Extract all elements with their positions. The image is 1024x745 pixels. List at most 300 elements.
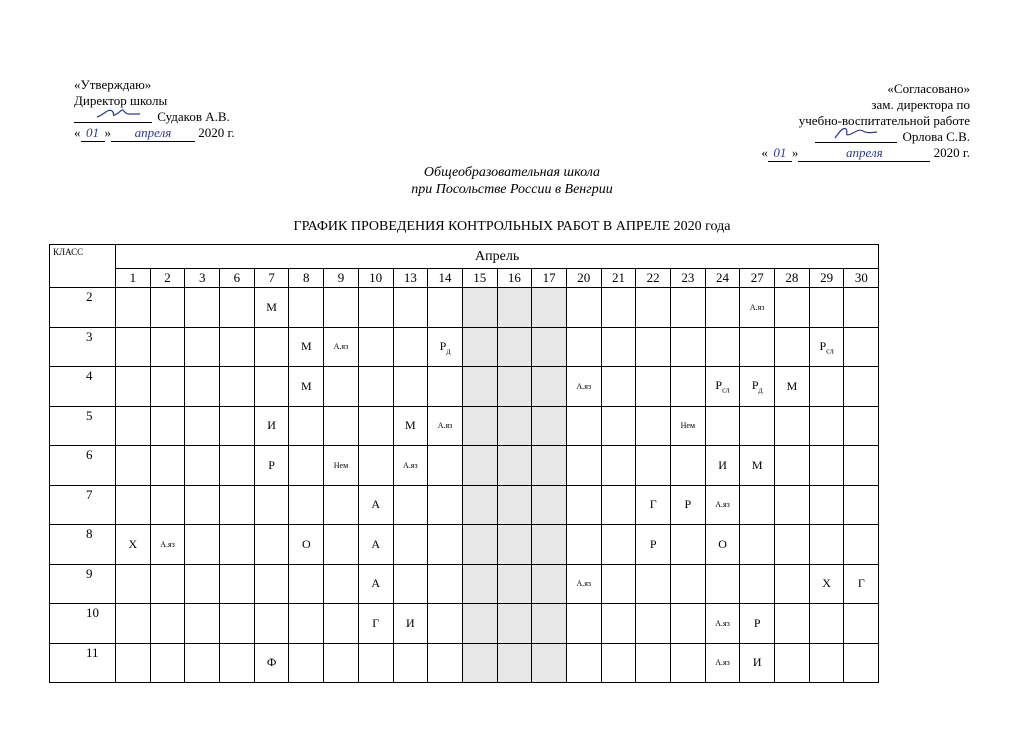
schedule-cell <box>150 446 185 486</box>
schedule-cell-filled: Р <box>254 446 289 486</box>
schedule-cell <box>497 485 532 525</box>
schedule-cell <box>462 288 497 328</box>
agreement-date: « 01 » апреля 2020 г. <box>761 145 970 160</box>
day-header: 2 <box>150 269 185 288</box>
agreement-signature-line <box>700 129 970 145</box>
schedule-cell-filled: Нем <box>671 406 706 446</box>
schedule-cell-filled: Г <box>844 564 879 604</box>
schedule-cell <box>185 643 220 683</box>
approval-role: Директор школы <box>74 93 168 108</box>
schedule-cell-filled: А <box>358 485 393 525</box>
schedule-cell <box>393 367 428 407</box>
approval-date-month: апреля <box>111 125 195 142</box>
schedule-cell <box>566 406 601 446</box>
schedule-cell <box>220 525 255 565</box>
schedule-cell <box>116 485 151 525</box>
schedule-cell-filled: А <box>358 525 393 565</box>
day-header: 10 <box>358 269 393 288</box>
schedule-cell <box>809 288 844 328</box>
schedule-cell <box>705 327 740 367</box>
day-header: 13 <box>393 269 428 288</box>
schedule-cell <box>532 564 567 604</box>
schedule-cell <box>220 288 255 328</box>
schedule-cell <box>254 327 289 367</box>
schedule-cell <box>497 327 532 367</box>
schedule-table <box>49 244 879 683</box>
schedule-cell <box>254 367 289 407</box>
schedule-cell <box>220 446 255 486</box>
schedule-cell <box>289 446 324 486</box>
schedule-cell <box>497 525 532 565</box>
schedule-cell <box>220 643 255 683</box>
schedule-cell <box>497 367 532 407</box>
schedule-cell <box>393 525 428 565</box>
schedule-cell <box>358 643 393 683</box>
schedule-cell <box>566 485 601 525</box>
schedule-cell-filled: А.яз <box>705 604 740 644</box>
schedule-cell <box>671 288 706 328</box>
schedule-cell-filled: Х <box>116 525 151 565</box>
schedule-cell <box>532 367 567 407</box>
schedule-cell <box>844 446 879 486</box>
subject-subscript: сл <box>722 385 730 395</box>
schedule-cell <box>532 604 567 644</box>
schedule-cell <box>462 485 497 525</box>
subject-code: Р <box>439 338 447 353</box>
class-column-header: КЛАСС <box>50 245 116 288</box>
schedule-cell <box>671 643 706 683</box>
class-row <box>50 525 879 565</box>
schedule-cell <box>220 327 255 367</box>
schedule-cell <box>497 604 532 644</box>
schedule-cell <box>324 604 359 644</box>
schedule-cell <box>150 604 185 644</box>
schedule-cell <box>671 446 706 486</box>
schedule-cell <box>462 564 497 604</box>
schedule-cell <box>116 406 151 446</box>
schedule-cell <box>775 406 810 446</box>
schedule-cell <box>393 643 428 683</box>
schedule-cell <box>462 406 497 446</box>
schedule-cell-filled: Х <box>809 564 844 604</box>
schedule-cell <box>220 485 255 525</box>
schedule-cell <box>775 288 810 328</box>
schedule-cell <box>809 643 844 683</box>
day-header: 29 <box>809 269 844 288</box>
schedule-cell <box>358 367 393 407</box>
schedule-cell <box>532 485 567 525</box>
schedule-cell <box>775 525 810 565</box>
day-header: 28 <box>775 269 810 288</box>
schedule-cell <box>462 327 497 367</box>
schedule-cell-filled: Ф <box>254 643 289 683</box>
schedule-cell <box>393 327 428 367</box>
document-title: ГРАФИК ПРОВЕДЕНИЯ КОНТРОЛЬНЫХ РАБОТ В АПРЕЛЕ 2020 года <box>293 219 731 234</box>
schedule-cell <box>740 564 775 604</box>
class-row <box>50 367 879 407</box>
schedule-cell <box>324 367 359 407</box>
schedule-cell <box>844 406 879 446</box>
schedule-cell <box>254 485 289 525</box>
agreement-role-line1: зам. директора по <box>871 97 970 112</box>
schedule-cell <box>116 643 151 683</box>
schedule-cell <box>289 288 324 328</box>
schedule-cell <box>809 406 844 446</box>
schedule-cell-filled: А.яз <box>428 406 463 446</box>
schedule-cell <box>809 525 844 565</box>
class-row <box>50 406 879 446</box>
class-row <box>50 604 879 644</box>
schedule-cell <box>601 327 636 367</box>
schedule-cell <box>150 367 185 407</box>
schedule-cell <box>185 327 220 367</box>
schedule-cell <box>289 604 324 644</box>
schedule-cell <box>185 288 220 328</box>
schedule-cell <box>671 604 706 644</box>
schedule-cell <box>428 604 463 644</box>
schedule-cell-filled: И <box>705 446 740 486</box>
schedule-cell <box>601 367 636 407</box>
schedule-cell <box>428 485 463 525</box>
schedule-cell <box>844 604 879 644</box>
day-header: 6 <box>220 269 255 288</box>
schedule-cell <box>428 564 463 604</box>
class-number: 9 <box>50 564 116 604</box>
schedule-cell <box>116 564 151 604</box>
schedule-cell <box>150 406 185 446</box>
schedule-cell-filled: А.яз <box>740 288 775 328</box>
schedule-cell-filled: А.яз <box>566 564 601 604</box>
director-name: Судаков А.В. <box>157 109 230 124</box>
day-header: 30 <box>844 269 879 288</box>
class-number: 3 <box>50 327 116 367</box>
schedule-cell <box>844 367 879 407</box>
schedule-cell <box>601 604 636 644</box>
schedule-cell-filled: Г <box>636 485 671 525</box>
schedule-cell <box>809 604 844 644</box>
subject-code: Р <box>819 338 827 353</box>
schedule-cell <box>289 643 324 683</box>
agreement-date-month: апреля <box>798 145 930 162</box>
schedule-cell <box>844 327 879 367</box>
schedule-cell <box>601 564 636 604</box>
schedule-cell-filled: Нем <box>324 446 359 486</box>
day-header: 20 <box>566 269 601 288</box>
schedule-cell-filled: М <box>254 288 289 328</box>
schedule-cell <box>601 643 636 683</box>
schedule-cell <box>844 643 879 683</box>
agreement-block <box>700 81 970 162</box>
schedule-cell <box>116 367 151 407</box>
schedule-cell-filled: М <box>775 367 810 407</box>
schedule-cell-filled: А.яз <box>566 367 601 407</box>
schedule-cell-filled: М <box>289 367 324 407</box>
school-name-line2: при Посольстве России в Венгрии <box>411 182 613 197</box>
approval-signature-line <box>74 109 274 125</box>
schedule-cell <box>428 525 463 565</box>
class-row <box>50 288 879 328</box>
schedule-cell <box>566 525 601 565</box>
day-header: 14 <box>428 269 463 288</box>
class-row <box>50 446 879 486</box>
schedule-cell <box>254 564 289 604</box>
schedule-cell <box>844 525 879 565</box>
class-number: 5 <box>50 406 116 446</box>
schedule-cell <box>289 485 324 525</box>
school-name-line1: Общеобразовательная школа <box>423 165 601 180</box>
schedule-cell <box>324 564 359 604</box>
schedule-cell-filled: М <box>740 446 775 486</box>
class-number: 8 <box>50 525 116 565</box>
schedule-cell <box>150 485 185 525</box>
day-header: 27 <box>740 269 775 288</box>
schedule-cell <box>844 485 879 525</box>
schedule-cell-filled: А.яз <box>324 327 359 367</box>
schedule-cell <box>809 367 844 407</box>
class-number: 10 <box>50 604 116 644</box>
schedule-cell <box>601 446 636 486</box>
agreement-date-year: 2020 г. <box>933 145 970 160</box>
schedule-cell <box>462 604 497 644</box>
schedule-cell-filled: М <box>393 406 428 446</box>
schedule-cell <box>775 564 810 604</box>
schedule-cell <box>185 485 220 525</box>
schedule-cell <box>393 564 428 604</box>
schedule-cell <box>324 485 359 525</box>
schedule-cell-filled: А.яз <box>393 446 428 486</box>
subject-subscript: д <box>446 345 451 355</box>
schedule-cell <box>775 485 810 525</box>
day-header: 22 <box>636 269 671 288</box>
schedule-cell <box>185 604 220 644</box>
schedule-cell <box>636 367 671 407</box>
schedule-cell <box>532 525 567 565</box>
agreement-role-line2: учебно-воспитательной работе <box>798 113 970 128</box>
schedule-cell <box>636 327 671 367</box>
schedule-cell <box>428 446 463 486</box>
schedule-cell-filled: А.яз <box>150 525 185 565</box>
class-number: 2 <box>50 288 116 328</box>
schedule-cell <box>220 367 255 407</box>
day-header: 15 <box>462 269 497 288</box>
schedule-cell <box>671 564 706 604</box>
schedule-cell <box>497 446 532 486</box>
schedule-cell <box>289 564 324 604</box>
subject-subscript: сл <box>826 345 834 355</box>
schedule-cell <box>116 446 151 486</box>
schedule-cell <box>497 643 532 683</box>
schedule-cell-filled: Р <box>636 525 671 565</box>
schedule-cell <box>532 406 567 446</box>
schedule-cell <box>532 643 567 683</box>
class-row <box>50 564 879 604</box>
schedule-cell <box>636 564 671 604</box>
class-number: 7 <box>50 485 116 525</box>
schedule-cell <box>324 288 359 328</box>
schedule-cell <box>185 525 220 565</box>
schedule-cell <box>844 288 879 328</box>
schedule-cell <box>150 327 185 367</box>
schedule-cell <box>705 406 740 446</box>
schedule-cell-filled: О <box>289 525 324 565</box>
schedule-cell <box>220 604 255 644</box>
day-header: 7 <box>254 269 289 288</box>
approval-date-day: 01 <box>81 125 105 142</box>
schedule-cell <box>671 367 706 407</box>
day-header: 17 <box>532 269 567 288</box>
schedule-cell <box>428 643 463 683</box>
day-header: 9 <box>324 269 359 288</box>
approval-title: «Утверждаю» <box>74 77 152 92</box>
deputy-name: Орлова С.В. <box>902 129 970 144</box>
schedule-cell-filled: А <box>358 564 393 604</box>
day-header: 1 <box>116 269 151 288</box>
schedule-cell <box>220 406 255 446</box>
schedule-cell <box>393 485 428 525</box>
schedule-cell <box>497 406 532 446</box>
schedule-cell <box>601 288 636 328</box>
schedule-cell <box>636 604 671 644</box>
schedule-cell <box>358 327 393 367</box>
schedule-cell <box>566 446 601 486</box>
schedule-cell <box>636 643 671 683</box>
day-header: 24 <box>705 269 740 288</box>
schedule-cell <box>532 327 567 367</box>
schedule-cell-filled <box>428 327 463 367</box>
subject-subscript: д <box>758 385 763 395</box>
schedule-cell <box>324 406 359 446</box>
schedule-cell <box>254 604 289 644</box>
schedule-cell <box>185 564 220 604</box>
schedule-cell <box>150 643 185 683</box>
day-header: 8 <box>289 269 324 288</box>
schedule-cell <box>566 643 601 683</box>
class-row <box>50 327 879 367</box>
approval-date-year: 2020 г. <box>198 125 235 140</box>
schedule-cell-filled: А.яз <box>705 643 740 683</box>
schedule-cell <box>775 327 810 367</box>
school-name <box>312 164 712 198</box>
schedule-cell <box>809 446 844 486</box>
schedule-cell-filled: Р <box>671 485 706 525</box>
schedule-cell <box>358 446 393 486</box>
schedule-cell <box>775 446 810 486</box>
subject-code: Р <box>715 378 723 393</box>
schedule-cell <box>601 525 636 565</box>
month-header-row <box>50 245 879 269</box>
class-number: 6 <box>50 446 116 486</box>
schedule-cell <box>150 288 185 328</box>
schedule-cell <box>428 367 463 407</box>
day-header: 3 <box>185 269 220 288</box>
schedule-cell <box>116 288 151 328</box>
schedule-cell <box>289 406 324 446</box>
schedule-cell <box>462 446 497 486</box>
schedule-cell-filled: И <box>393 604 428 644</box>
schedule-cell <box>324 643 359 683</box>
schedule-cell <box>150 564 185 604</box>
schedule-cell-filled: И <box>254 406 289 446</box>
schedule-cell-filled: Г <box>358 604 393 644</box>
schedule-cell <box>566 604 601 644</box>
schedule-cell <box>740 485 775 525</box>
agreement-title: «Согласовано» <box>887 81 970 96</box>
schedule-cell <box>185 367 220 407</box>
schedule-cell-filled <box>740 367 775 407</box>
schedule-cell <box>740 525 775 565</box>
schedule-cell <box>636 446 671 486</box>
schedule-cell <box>462 525 497 565</box>
approval-date: « 01 » апреля 2020 г. <box>74 125 235 140</box>
month-header: Апрель <box>116 245 879 269</box>
schedule-cell <box>497 564 532 604</box>
approval-block <box>74 77 274 142</box>
class-row <box>50 485 879 525</box>
subject-code: Р <box>751 378 759 393</box>
schedule-cell <box>116 604 151 644</box>
schedule-cell <box>358 288 393 328</box>
schedule-cell <box>636 406 671 446</box>
schedule-cell <box>740 406 775 446</box>
schedule-cell <box>254 525 289 565</box>
schedule-cell <box>775 643 810 683</box>
schedule-cell <box>462 367 497 407</box>
schedule-cell <box>358 406 393 446</box>
schedule-cell <box>185 406 220 446</box>
day-header: 21 <box>601 269 636 288</box>
schedule-cell <box>185 446 220 486</box>
day-header-row <box>50 269 879 288</box>
director-signature <box>94 105 144 121</box>
schedule-cell <box>601 485 636 525</box>
schedule-cell <box>324 525 359 565</box>
schedule-cell-filled <box>809 327 844 367</box>
schedule-cell <box>671 327 706 367</box>
schedule-cell-filled: Р <box>740 604 775 644</box>
schedule-cell <box>671 525 706 565</box>
deputy-signature <box>831 125 881 141</box>
schedule-cell <box>220 564 255 604</box>
day-header: 16 <box>497 269 532 288</box>
schedule-cell <box>566 288 601 328</box>
day-header: 23 <box>671 269 706 288</box>
schedule-cell <box>705 288 740 328</box>
schedule-cell-filled: М <box>289 327 324 367</box>
schedule-cell <box>636 288 671 328</box>
schedule-cell-filled: А.яз <box>705 485 740 525</box>
schedule-cell <box>705 564 740 604</box>
schedule-cell <box>601 406 636 446</box>
schedule-cell <box>532 446 567 486</box>
class-number: 4 <box>50 367 116 407</box>
agreement-date-day: 01 <box>768 145 792 162</box>
schedule-cell <box>462 643 497 683</box>
class-row <box>50 643 879 683</box>
schedule-cell <box>809 485 844 525</box>
schedule-cell-filled <box>705 367 740 407</box>
schedule-cell-filled: И <box>740 643 775 683</box>
schedule-cell <box>566 327 601 367</box>
schedule-cell <box>740 327 775 367</box>
schedule-cell-filled: О <box>705 525 740 565</box>
class-number: 11 <box>50 643 116 683</box>
schedule-cell <box>775 604 810 644</box>
schedule-cell <box>428 288 463 328</box>
schedule-cell <box>532 288 567 328</box>
schedule-cell <box>116 327 151 367</box>
schedule-cell <box>497 288 532 328</box>
schedule-cell <box>393 288 428 328</box>
